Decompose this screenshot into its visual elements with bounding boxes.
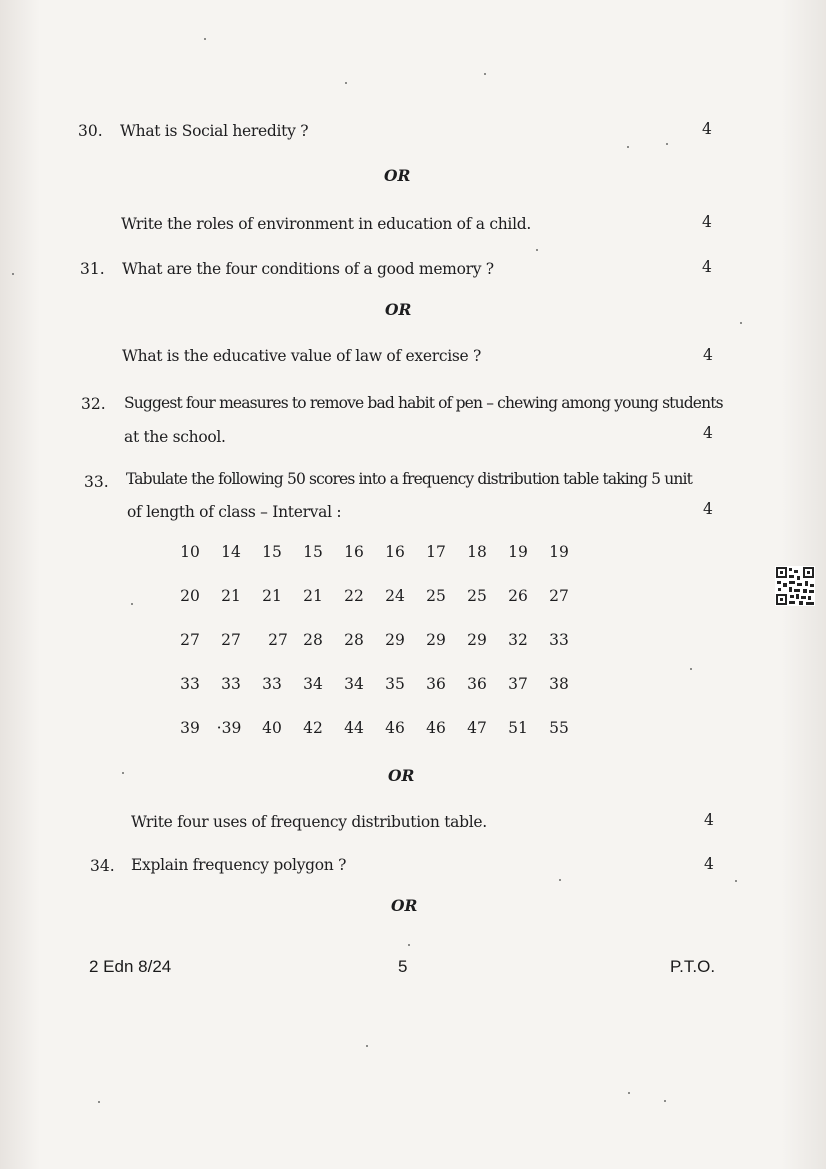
footer-page-number: 5 xyxy=(398,957,408,976)
or-separator-34: OR xyxy=(391,896,418,915)
score-cell: 35 xyxy=(385,675,405,693)
question-34-marks: 4 xyxy=(704,855,714,873)
score-cell: 40 xyxy=(262,719,282,737)
score-cell: 27 xyxy=(268,631,288,649)
scan-speck xyxy=(366,1045,368,1047)
scores-row xyxy=(178,716,578,760)
scan-speck xyxy=(740,322,742,324)
question-33-text-line1: Tabulate the following 50 scores into a frequency distribution table taking 5 unit xyxy=(126,470,693,488)
question-33-alt-marks: 4 xyxy=(704,811,714,829)
score-cell: 16 xyxy=(344,543,364,561)
scan-speck xyxy=(735,880,737,882)
score-cell: 44 xyxy=(344,719,364,737)
score-cell: 15 xyxy=(262,543,282,561)
question-32-marks: 4 xyxy=(703,424,713,442)
or-separator-31: OR xyxy=(385,300,412,319)
scan-speck xyxy=(627,146,629,148)
score-cell: 21 xyxy=(262,587,282,605)
question-30-marks: 4 xyxy=(702,120,712,138)
score-cell: 24 xyxy=(385,587,405,605)
scan-speck xyxy=(484,73,486,75)
question-31-alt-text: What is the educative value of law of exercise ? xyxy=(122,347,482,365)
scan-speck xyxy=(12,273,14,275)
score-cell: 28 xyxy=(303,631,323,649)
question-30-text: What is Social heredity ? xyxy=(120,122,309,140)
scan-speck xyxy=(628,1092,630,1094)
score-cell: 46 xyxy=(426,719,446,737)
question-33-alt-text: Write four uses of frequency distribution table. xyxy=(131,813,487,831)
score-cell: 33 xyxy=(262,675,282,693)
scan-speck xyxy=(131,603,133,605)
scores-grid xyxy=(178,540,578,760)
scan-speck xyxy=(408,944,410,946)
or-separator-30: OR xyxy=(384,166,411,185)
score-cell: ·39 xyxy=(216,719,242,737)
score-cell: 37 xyxy=(508,675,528,693)
qr-code-icon xyxy=(775,566,815,606)
scores-row xyxy=(178,540,578,584)
score-cell: 21 xyxy=(303,587,323,605)
score-cell: 33 xyxy=(549,631,569,649)
scan-speck xyxy=(204,38,206,40)
or-separator-33: OR xyxy=(388,766,415,785)
scores-row xyxy=(178,628,578,672)
scan-speck xyxy=(690,668,692,670)
question-34-text: Explain frequency polygon ? xyxy=(131,856,347,874)
score-cell: 33 xyxy=(221,675,241,693)
question-32-text-line2: at the school. xyxy=(124,428,226,446)
question-32-text-line1: Suggest four measures to remove bad habit of pen – chewing among young students xyxy=(124,394,723,412)
score-cell: 55 xyxy=(549,719,569,737)
score-cell: 38 xyxy=(549,675,569,693)
score-cell: 18 xyxy=(467,543,487,561)
score-cell: 29 xyxy=(385,631,405,649)
question-33-marks: 4 xyxy=(703,500,713,518)
question-number-31: 31. xyxy=(80,260,105,278)
score-cell: 10 xyxy=(180,543,200,561)
question-number-30: 30. xyxy=(78,122,103,140)
scan-speck xyxy=(345,82,347,84)
score-cell: 26 xyxy=(508,587,528,605)
score-cell: 20 xyxy=(180,587,200,605)
score-cell: 19 xyxy=(549,543,569,561)
question-30-alt-text: Write the roles of environment in education of a child. xyxy=(121,215,531,233)
score-cell: 33 xyxy=(180,675,200,693)
scan-speck xyxy=(666,143,668,145)
question-31-alt-marks: 4 xyxy=(703,346,713,364)
scan-speck xyxy=(122,772,124,774)
score-cell: 34 xyxy=(344,675,364,693)
scan-speck xyxy=(536,249,538,251)
score-cell: 39 xyxy=(180,719,200,737)
score-cell: 27 xyxy=(221,631,241,649)
scores-row xyxy=(178,672,578,716)
question-31-text: What are the four conditions of a good memory ? xyxy=(122,260,494,278)
scan-speck xyxy=(664,1100,666,1102)
score-cell: 21 xyxy=(221,587,241,605)
score-cell: 28 xyxy=(344,631,364,649)
score-cell: 25 xyxy=(426,587,446,605)
score-cell: 32 xyxy=(508,631,528,649)
question-number-34: 34. xyxy=(90,857,115,875)
score-cell: 47 xyxy=(467,719,487,737)
score-cell: 29 xyxy=(426,631,446,649)
score-cell: 14 xyxy=(221,543,241,561)
question-number-32: 32. xyxy=(81,395,106,413)
score-cell: 19 xyxy=(508,543,528,561)
score-cell: 22 xyxy=(344,587,364,605)
page-edge-shadow-left xyxy=(0,0,40,1169)
score-cell: 51 xyxy=(508,719,528,737)
question-number-33: 33. xyxy=(84,473,109,491)
score-cell: 25 xyxy=(467,587,487,605)
score-cell: 27 xyxy=(180,631,200,649)
question-30-alt-marks: 4 xyxy=(702,213,712,231)
score-cell: 27 xyxy=(549,587,569,605)
question-31-marks: 4 xyxy=(702,258,712,276)
score-cell: 16 xyxy=(385,543,405,561)
score-cell: 34 xyxy=(303,675,323,693)
score-cell: 36 xyxy=(426,675,446,693)
footer-paper-code: 2 Edn 8/24 xyxy=(89,957,172,976)
score-cell: 17 xyxy=(426,543,446,561)
scan-speck xyxy=(559,879,561,881)
score-cell: 42 xyxy=(303,719,323,737)
question-33-text-line2: of length of class – Interval : xyxy=(127,503,342,521)
score-cell: 36 xyxy=(467,675,487,693)
scan-speck xyxy=(98,1101,100,1103)
score-cell: 46 xyxy=(385,719,405,737)
score-cell: 15 xyxy=(303,543,323,561)
scores-row xyxy=(178,584,578,628)
footer-pto: P.T.O. xyxy=(670,957,716,976)
score-cell: 29 xyxy=(467,631,487,649)
